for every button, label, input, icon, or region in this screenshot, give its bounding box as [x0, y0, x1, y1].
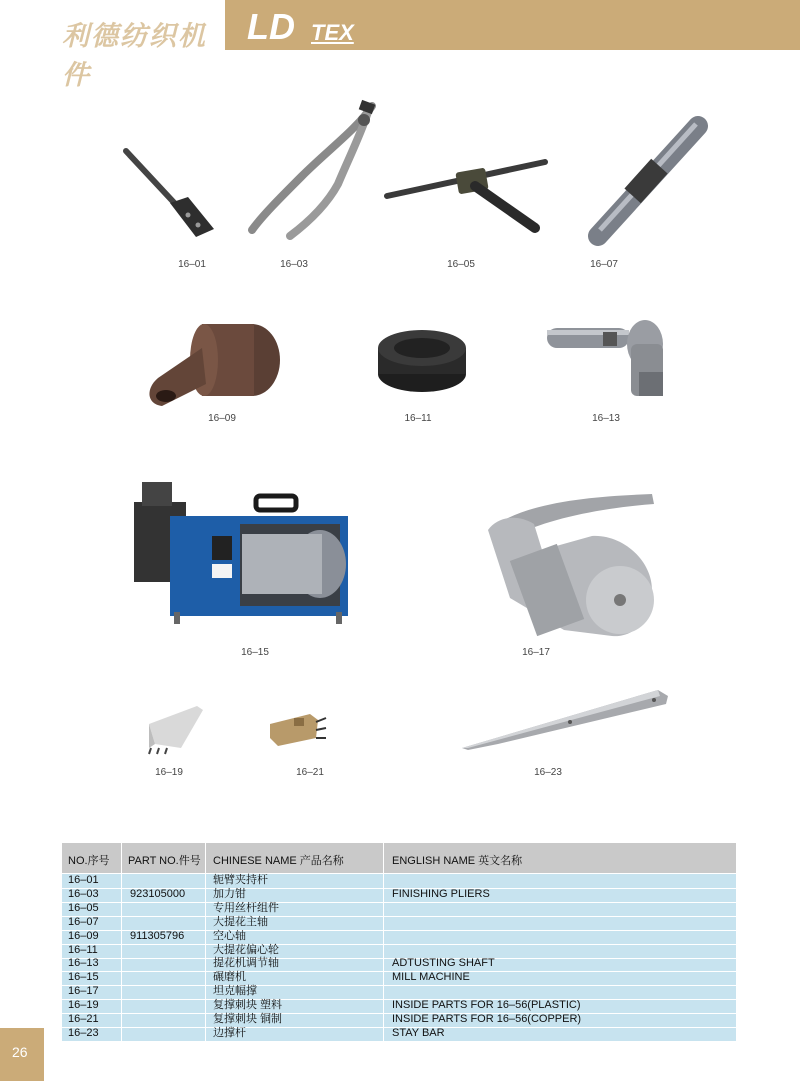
cell-no: 16–19 — [68, 999, 99, 1012]
cell-no: 16–17 — [68, 985, 99, 998]
caption-16-03: 16–03 — [280, 259, 308, 270]
caption-16-15: 16–15 — [241, 647, 269, 658]
cell-part: 923105000 — [130, 887, 186, 900]
cell-no: 16–01 — [68, 874, 99, 886]
cell-cn: 提花机调节轴 — [213, 957, 279, 970]
header-english-name: ENGLISH NAME 英文名称 — [392, 855, 523, 867]
pliers-image — [240, 98, 390, 248]
table-row — [62, 957, 736, 972]
cell-cn: 碾磨机 — [213, 971, 246, 984]
brand-ld: LD — [247, 6, 295, 47]
clamp-rod-image — [118, 145, 218, 245]
cell-cn: 轭臂夹持杆 — [213, 874, 268, 886]
caption-16-01: 16–01 — [178, 259, 206, 270]
page-number: 26 — [12, 1044, 28, 1060]
table-body — [62, 874, 736, 1041]
hollow-shaft-image — [140, 318, 285, 413]
caption-16-17: 16–17 — [522, 647, 550, 658]
table-row — [62, 944, 736, 959]
company-name-chinese: 利德纺织机件 — [62, 21, 207, 91]
cell-no: 16–13 — [68, 957, 99, 970]
table-row — [62, 874, 736, 889]
caption-16-05: 16–05 — [447, 259, 475, 270]
cell-en: INSIDE PARTS FOR 16–56(PLASTIC) — [392, 999, 581, 1012]
cell-en: ADTUSTING SHAFT — [392, 957, 495, 970]
table-row — [62, 902, 736, 917]
main-shaft-image — [578, 118, 708, 248]
cell-cn: 大提花偏心轮 — [213, 943, 279, 956]
cell-en: MILL MACHINE — [392, 971, 470, 984]
cell-cn: 大提花主轴 — [213, 915, 268, 928]
caption-16-13: 16–13 — [592, 413, 620, 424]
table-header — [62, 843, 736, 873]
header-no: NO.序号 — [68, 855, 110, 867]
caption-16-23: 16–23 — [534, 767, 562, 778]
header-part-no: PART NO.件号 — [128, 855, 201, 867]
table-row — [62, 888, 736, 903]
cell-en: INSIDE PARTS FOR 16–56(COPPER) — [392, 1013, 582, 1025]
cell-en: STAY BAR — [392, 1026, 445, 1039]
cell-en: FINISHING PLIERS — [392, 887, 490, 900]
table-row — [62, 985, 736, 1000]
caption-16-07: 16–07 — [590, 259, 618, 270]
cell-no: 16–09 — [68, 929, 99, 942]
table-row — [62, 1027, 736, 1042]
cell-no: 16–11 — [68, 943, 98, 956]
plastic-inside-part-image — [145, 704, 210, 756]
cell-cn: 加力钳 — [213, 887, 246, 900]
page-number-tab — [0, 1028, 44, 1081]
cell-part: 911305796 — [130, 929, 185, 942]
copper-inside-part-image — [266, 712, 331, 750]
cell-no: 16–15 — [68, 971, 99, 984]
screw-assembly-image — [385, 158, 550, 238]
table-row — [62, 930, 736, 945]
mill-machine-image — [130, 476, 360, 631]
cell-no: 16–21 — [68, 1013, 99, 1025]
page-header — [0, 0, 800, 91]
header-left-panel — [0, 0, 225, 91]
header-chinese-name: CHINESE NAME 产品名称 — [213, 855, 344, 867]
brand-tex: TEX — [311, 20, 354, 45]
table-row — [62, 916, 736, 931]
stay-bar-image — [458, 686, 673, 754]
cell-no: 16–05 — [68, 901, 99, 914]
cell-cn: 边撑杆 — [213, 1026, 246, 1039]
tank-temple-image — [482, 490, 662, 640]
cell-cn: 复撑刺块 铜制 — [213, 1013, 283, 1025]
cell-cn: 复撑刺块 塑料 — [213, 999, 283, 1012]
cell-cn: 专用丝杆组件 — [213, 901, 279, 914]
cell-cn: 坦克幅撑 — [213, 985, 257, 998]
adjusting-shaft-image — [545, 316, 675, 401]
header-brand-panel — [225, 0, 800, 50]
caption-16-21: 16–21 — [296, 767, 324, 778]
table-row — [62, 999, 736, 1014]
caption-16-11: 16–11 — [404, 413, 432, 424]
cell-no: 16–03 — [68, 887, 99, 900]
eccentric-wheel-image — [376, 326, 468, 396]
caption-16-09: 16–09 — [208, 413, 236, 424]
table-row — [62, 971, 736, 986]
caption-16-19: 16–19 — [155, 767, 183, 778]
cell-cn: 空心轴 — [213, 929, 246, 942]
table-row — [62, 1013, 736, 1028]
cell-no: 16–07 — [68, 915, 99, 928]
cell-no: 16–23 — [68, 1026, 99, 1039]
